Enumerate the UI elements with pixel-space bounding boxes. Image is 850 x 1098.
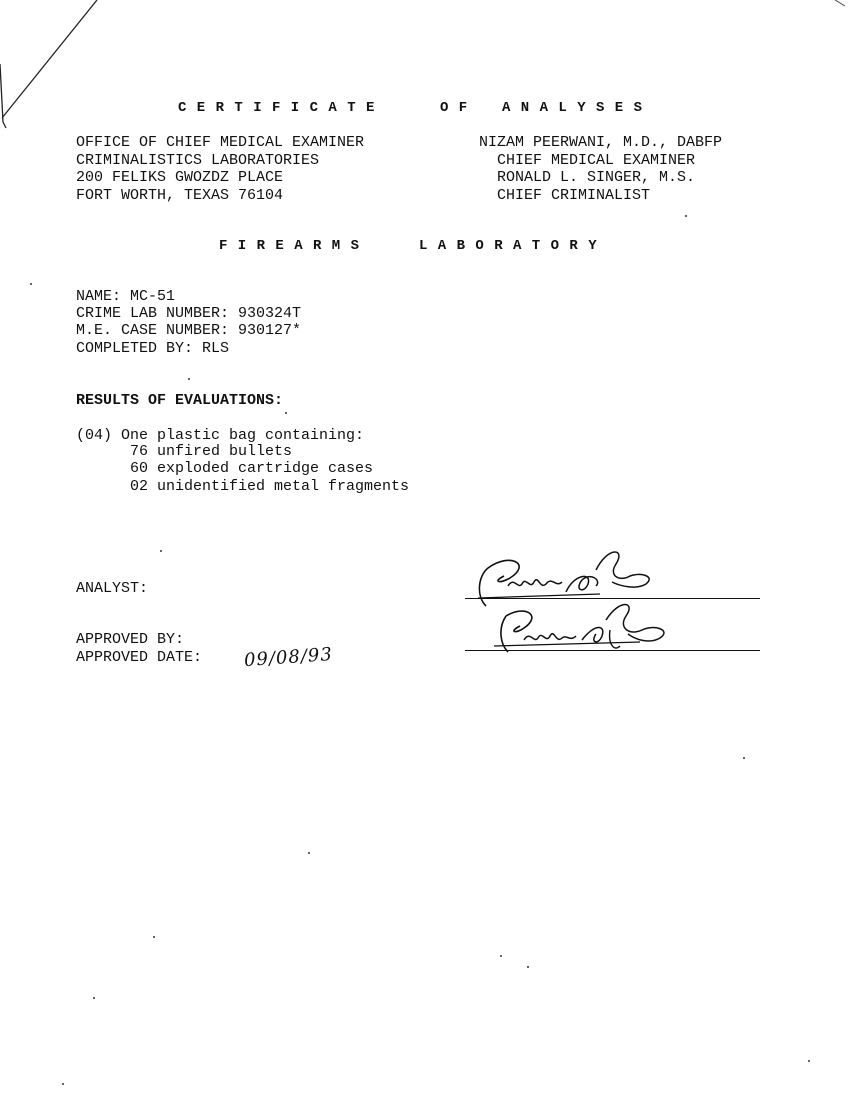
certificate-title-word-3: ANALYSES [502,100,653,116]
scan-speck [527,966,529,968]
scan-speck [62,1083,64,1085]
scan-speck [153,936,155,938]
me-case-number: M.E. CASE NUMBER: 930127* [76,322,302,339]
analyst-label: ANALYST: [76,580,149,597]
certificate-title-word-2: OF [440,100,478,116]
results-content-line: 76 unfired bullets [130,443,293,460]
scan-speck [30,283,32,285]
scan-speck [93,997,95,999]
office-line: FORT WORTH, TEXAS 76104 [76,187,284,204]
office-line: 200 FELIKS GWOZDZ PLACE [76,169,284,186]
scan-speck [188,378,190,380]
official-line: NIZAM PEERWANI, M.D., DABFP [479,134,723,151]
corner-pen-mark [0,0,110,130]
official-line: CHIEF CRIMINALIST [497,187,651,204]
approved-by-label: APPROVED BY: [76,631,185,648]
crime-lab-number: CRIME LAB NUMBER: 930324T [76,305,302,322]
official-line: CHIEF MEDICAL EXAMINER [497,152,696,169]
scan-speck [500,955,502,957]
results-heading: RESULTS OF EVALUATIONS: [76,392,284,409]
official-line: RONALD L. SINGER, M.S. [497,169,696,186]
corner-mark-right [835,0,850,8]
office-line: OFFICE OF CHIEF MEDICAL EXAMINER [76,134,365,151]
approved-date-label: APPROVED DATE: [76,649,203,666]
completed-by: COMPLETED BY: RLS [76,340,230,357]
scan-speck [308,852,310,854]
scan-speck [743,757,745,759]
office-line: CRIMINALISTICS LABORATORIES [76,152,320,169]
scan-speck [285,412,287,414]
results-item-line: (04) One plastic bag containing: [76,427,365,444]
scan-speck [808,1060,810,1062]
results-content-line: 02 unidentified metal fragments [130,478,410,495]
lab-title-word-1: FIREARMS [219,238,370,254]
scan-speck [160,550,162,552]
approved-date-handwritten: 09/08/93 [243,643,334,672]
case-name: NAME: MC-51 [76,288,176,305]
results-content-line: 60 exploded cartridge cases [130,460,374,477]
lab-title-word-2: LABORATORY [419,238,608,254]
approver-signature [490,600,690,664]
scan-speck [685,215,687,217]
certificate-title-word-1: CERTIFICATE [178,100,385,116]
